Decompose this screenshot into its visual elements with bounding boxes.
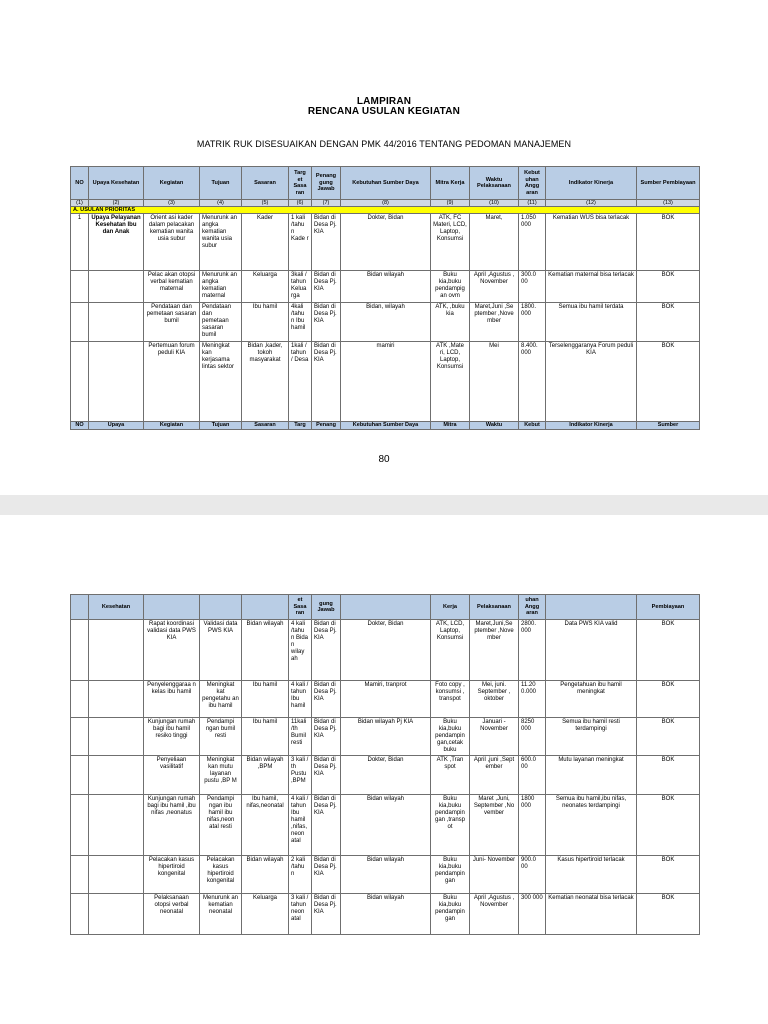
ruk-table-1	[70, 166, 700, 430]
cell-waktu: Maret,Juni,Se ptember ,Nove mber	[470, 620, 519, 681]
cell-waktu: Maret,Juni ,Se ptember ,Nove mber	[470, 303, 519, 342]
cell-mitra: Buku kia,buku pendampin gan,cetak buku	[431, 718, 470, 756]
cell-mitra: ATK ,Mate ri, LCD, Laptop, Konsumsi	[431, 342, 470, 422]
cell-waktu: Maret ,Juni, September ,No vember	[470, 795, 519, 856]
doc-title-secondary: RENCANA USULAN KEGIATAN	[307, 106, 461, 117]
cell-tujuan: Menurunk an angka kematian maternal	[200, 271, 242, 303]
cell-kegiatan: Kunjungan rumah bagi ibu hamil ,ibu nifas ,neonatus	[144, 795, 200, 856]
cell-kegiatan: Penyeliaan vasilitatif	[144, 756, 200, 795]
cell-kegiatan: Pelacakan kasus hipertiroid kongenital	[144, 856, 200, 894]
cell-sasaran: Bidan wilayah	[242, 620, 289, 681]
table-row	[71, 214, 700, 271]
header-cell: Kegiatan	[144, 167, 200, 200]
table-row	[71, 795, 700, 856]
cell-target: 4 kali / tahun Ibu hamil	[289, 681, 312, 718]
cell-anggaran: 900.0 00	[519, 856, 546, 894]
cell-indikator: Semua ibu hamil resti terdampingi	[546, 718, 637, 756]
cell-sasaran: Bidan wilayah ,BPM	[242, 756, 289, 795]
footer-cell: NO	[71, 422, 89, 430]
cell-sumber-daya: Mamiri, tranprot	[341, 681, 431, 718]
cell-no: 1	[71, 214, 89, 271]
footer-cell: Targ	[289, 422, 312, 430]
col-number: (9)	[431, 200, 470, 207]
col-number: (5)	[242, 200, 289, 207]
header-cell	[546, 595, 637, 620]
cell-sumber-daya: Dokter, Bidan	[341, 214, 431, 271]
header-cell: Indikator Kinerja	[546, 167, 637, 200]
doc-title: LAMPIRAN	[356, 96, 412, 107]
cell-mitra: Buku kia,buku pendampin gan ,transp ot	[431, 795, 470, 856]
header-cell: Sasaran	[242, 167, 289, 200]
cell-sasaran: Kader	[242, 214, 289, 271]
cell-target: 3kali / tahun Kelua rga	[289, 271, 312, 303]
footer-cell: Waktu	[470, 422, 519, 430]
cell-kegiatan: Pelaksanaan otopsi verbal neonatal	[144, 894, 200, 935]
header-cell: Waktu Pelaksanaan	[470, 167, 519, 200]
cell-no	[71, 342, 89, 422]
header-cell: uhan Angg aran	[519, 595, 546, 620]
footer-cell: Kegiatan	[144, 422, 200, 430]
cell-indikator: Kematian maternal bisa terlacak	[546, 271, 637, 303]
table-row	[71, 620, 700, 681]
cell-sumber: BOK	[637, 894, 700, 935]
header-cell: et Sasa ran	[289, 595, 312, 620]
cell-waktu: April ,Agustus , November	[470, 894, 519, 935]
header-cell	[341, 595, 431, 620]
cell-mitra: Buku kia,buku pendampin gan	[431, 856, 470, 894]
cell-anggaran: 8.400. 000	[519, 342, 546, 422]
cell-anggaran: 11.20 0.000	[519, 681, 546, 718]
table-header-row	[71, 595, 700, 620]
header-cell: Pembiayaan	[637, 595, 700, 620]
col-number: (11)	[519, 200, 546, 207]
cell-anggaran: 1800. 000	[519, 303, 546, 342]
cell-sumber-daya: Bidan wilayah	[341, 795, 431, 856]
col-number: (8)	[341, 200, 431, 207]
cell-indikator: Semua ibu hamil terdata	[546, 303, 637, 342]
cell-kegiatan: Kunjungan rumah bagi ibu hamil resiko tinggi	[144, 718, 200, 756]
col-number: (1)	[71, 200, 89, 207]
col-number: (2)	[89, 200, 144, 207]
footer-cell: Sumber	[637, 422, 700, 430]
section-row	[71, 207, 700, 214]
ruk-table-2	[70, 594, 700, 935]
footer-cell: Sasaran	[242, 422, 289, 430]
cell-tujuan: Pendampi ngan ibu hamil ibu nifas,neon atal resti	[200, 795, 242, 856]
cell-mitra: Foto copy , konsumsi , transpot	[431, 681, 470, 718]
cell-sumber-daya: Bidan wilayah	[341, 856, 431, 894]
cell-sumber: BOK	[637, 214, 700, 271]
cell-sasaran: Bidan ,kader, tokoh masyarakat	[242, 342, 289, 422]
cell-target: 1kali / tahun / Desa	[289, 342, 312, 422]
cell-sumber-daya: Bidan, wilayah	[341, 303, 431, 342]
cell-sasaran: Ibu hamil	[242, 303, 289, 342]
cell-upaya	[89, 342, 144, 422]
cell-kegiatan: Orient asi kader dalam pelacakan kematian wanita usia subur	[144, 214, 200, 271]
cell-anggaran: 1800 000	[519, 795, 546, 856]
column-number-row	[71, 200, 700, 207]
footer-cell: Mitra	[431, 422, 470, 430]
cell-anggaran: 8250 000	[519, 718, 546, 756]
cell-tujuan: Pendataan dan pemetaan sasaran bumil	[200, 303, 242, 342]
section-label: A. USULAN PRIORITAS	[71, 207, 700, 214]
header-cell: Upaya Kesehatan	[89, 167, 144, 200]
table-row	[71, 894, 700, 935]
cell-mitra: Buku kia,buku pendampin gan	[431, 894, 470, 935]
cell-target: 4 kali / tahun Ibu hamil ,nifas, neon atal	[289, 795, 312, 856]
table-row	[71, 342, 700, 422]
header-cell: Tujuan	[200, 167, 242, 200]
cell-indikator: Kematian neonatal bisa terlacak	[546, 894, 637, 935]
cell-pj: Bidan di Desa Pj. KIA	[312, 214, 341, 271]
footer-cell: Indikator Kinerja	[546, 422, 637, 430]
cell-sumber: BOK	[637, 681, 700, 718]
header-cell: Kesehatan	[89, 595, 144, 620]
cell-anggaran: 600.0 00	[519, 756, 546, 795]
cell-sumber-daya: mamiri	[341, 342, 431, 422]
page-separator	[0, 495, 768, 515]
cell-upaya	[89, 271, 144, 303]
cell-sumber-daya: Bidan wilayah	[341, 271, 431, 303]
cell-pj: Bidan di Desa Pj. KIA	[312, 718, 341, 756]
cell-tujuan: Meningkat kat pengetahu an ibu hamil	[200, 681, 242, 718]
cell-tujuan: Pelacakan kasus hipertiroid kongenital	[200, 856, 242, 894]
header-cell: Mitra Kerja	[431, 167, 470, 200]
table-row	[71, 303, 700, 342]
cell-target: 2 kali /tahu n	[289, 856, 312, 894]
cell-anggaran: 300 000	[519, 894, 546, 935]
cell-kegiatan: Pelac akan otopsi verbal kematian maternal	[144, 271, 200, 303]
cell-mitra: ATK, ,buku kia	[431, 303, 470, 342]
cell-anggaran: 2800. 000	[519, 620, 546, 681]
cell-mitra: ATK, FC Materi, LCD, Laptop, Konsumsi	[431, 214, 470, 271]
cell-sumber: BOK	[637, 303, 700, 342]
cell-target: 11kali /th Bumil resti	[289, 718, 312, 756]
cell-upaya	[89, 303, 144, 342]
cell-mitra: ATK ,Tran spot	[431, 756, 470, 795]
cell-sumber-daya: Dokter, Bidan	[341, 620, 431, 681]
cell-tujuan: Menurunk an angka kematian wanita usia subur	[200, 214, 242, 271]
doc-subtitle: MATRIK RUK DISESUAIKAN DENGAN PMK 44/2016 TENTANG PEDOMAN MANAJEMEN	[196, 139, 572, 149]
cell-sumber: BOK	[637, 271, 700, 303]
cell-pj: Bidan di Desa Pj. KIA	[312, 271, 341, 303]
header-cell: Kebutuhan Sumber Daya	[341, 167, 431, 200]
page-number: 80	[378, 454, 390, 465]
cell-target: 3 kali / th Pustu ,BPM	[289, 756, 312, 795]
header-cell	[200, 595, 242, 620]
cell-no	[71, 271, 89, 303]
cell-tujuan: Menurunk an kematian neonatal	[200, 894, 242, 935]
cell-pj: Bidan di Desa Pj. KIA	[312, 342, 341, 422]
cell-sasaran: Ibu hamil	[242, 681, 289, 718]
col-number: (6)	[289, 200, 312, 207]
cell-tujuan: Validasi data PWS KIA	[200, 620, 242, 681]
cell-tujuan: Pendampi ngan bumil resti	[200, 718, 242, 756]
header-cell: gung Jawab	[312, 595, 341, 620]
cell-pj: Bidan di Desa Pj. KIA	[312, 894, 341, 935]
header-cell: Targ et Sasa ran	[289, 167, 312, 200]
header-cell: Kerja	[431, 595, 470, 620]
cell-sasaran: Ibu hamil, nifas,neonatal	[242, 795, 289, 856]
cell-pj: Bidan di Desa Pj. KIA	[312, 795, 341, 856]
cell-tujuan: Meningkat kan kerjasama lintas sektor	[200, 342, 242, 422]
cell-kegiatan: Pendataan dan pemetaan sasaran bumil	[144, 303, 200, 342]
footer-cell: Penang	[312, 422, 341, 430]
cell-sasaran: Bidan wilayah	[242, 856, 289, 894]
cell-waktu: April ,Agustus , November	[470, 271, 519, 303]
cell-sasaran: Ibu hamil	[242, 718, 289, 756]
col-number: (10)	[470, 200, 519, 207]
cell-sumber-daya: Dokter, Bidan	[341, 756, 431, 795]
table-row	[71, 718, 700, 756]
header-cell	[242, 595, 289, 620]
col-number: (12)	[546, 200, 637, 207]
header-cell	[71, 595, 89, 620]
cell-kegiatan: Penyelenggaraa n kelas ibu hamil	[144, 681, 200, 718]
footer-cell: Kebutuhan Sumber Daya	[341, 422, 431, 430]
cell-target: 4kali /tahu n Ibu hamil	[289, 303, 312, 342]
table-row	[71, 756, 700, 795]
col-number: (13)	[637, 200, 700, 207]
cell-sumber: BOK	[637, 856, 700, 894]
cell-sumber: BOK	[637, 342, 700, 422]
cell-indikator: Data PWS KIA valid	[546, 620, 637, 681]
cell-sumber: BOK	[637, 620, 700, 681]
cell-waktu: Januari - November	[470, 718, 519, 756]
cell-mitra: Buku kia,buku pendampig an ovm	[431, 271, 470, 303]
cell-pj: Bidan di Desa Pj. KIA	[312, 620, 341, 681]
header-cell: Penang gung Jawab	[312, 167, 341, 200]
footer-cell: Kebut	[519, 422, 546, 430]
col-number: (4)	[200, 200, 242, 207]
header-cell: NO	[71, 167, 89, 200]
cell-target: 1 kali /tahu n Kade r	[289, 214, 312, 271]
cell-waktu: Maret,	[470, 214, 519, 271]
cell-pj: Bidan di Desa Pj. KIA	[312, 856, 341, 894]
cell-sasaran: Keluarga	[242, 271, 289, 303]
table-footer-row	[71, 422, 700, 430]
header-cell: Kebut uhan Angg aran	[519, 167, 546, 200]
footer-cell: Upaya	[89, 422, 144, 430]
footer-cell: Tujuan	[200, 422, 242, 430]
header-cell: Pelaksanaan	[470, 595, 519, 620]
cell-waktu: Mei, juni. September , oktober	[470, 681, 519, 718]
table-row	[71, 271, 700, 303]
document-page-top	[0, 0, 768, 495]
table-header-row	[71, 167, 700, 200]
cell-indikator: Mutu layanan meningkat	[546, 756, 637, 795]
cell-sumber: BOK	[637, 795, 700, 856]
cell-pj: Bidan di Desa Pj. KIA	[312, 303, 341, 342]
col-number: (3)	[144, 200, 200, 207]
cell-no	[71, 303, 89, 342]
cell-sumber: BOK	[637, 718, 700, 756]
cell-pj: Bidan di Desa Pj. KIA	[312, 681, 341, 718]
table-row	[71, 681, 700, 718]
cell-waktu: April ,juni ,Sept ember	[470, 756, 519, 795]
cell-anggaran: 1.050 000	[519, 214, 546, 271]
header-cell: Sumber Pembiayaan	[637, 167, 700, 200]
cell-kegiatan: Rapat koordinasi validasi data PWS KIA	[144, 620, 200, 681]
cell-sumber-daya: Bidan wilayah Pj KIA	[341, 718, 431, 756]
cell-kegiatan: Pertemuan forum peduli KIA	[144, 342, 200, 422]
cell-waktu: Mei	[470, 342, 519, 422]
cell-tujuan: Meningkat kan mutu layanan pustu ,BP M	[200, 756, 242, 795]
cell-target: 4 kali /tahu n Bida n wilay ah	[289, 620, 312, 681]
header-cell	[144, 595, 200, 620]
cell-mitra: ATK, LCD, Laptop, Konsumsi	[431, 620, 470, 681]
cell-indikator: Terselenggaranya Forum peduli KIA	[546, 342, 637, 422]
cell-target: 3 kali / tahun neon atal	[289, 894, 312, 935]
table-row	[71, 856, 700, 894]
cell-indikator: Kematian WUS bisa terlacak	[546, 214, 637, 271]
cell-indikator: Pengetahuan ibu hamil meningkat	[546, 681, 637, 718]
cell-indikator: Semua ibu hamil,ibu nifas, neonates terdampingi	[546, 795, 637, 856]
col-number: (7)	[312, 200, 341, 207]
cell-pj: Bidan di Desa Pj. KIA	[312, 756, 341, 795]
cell-sumber: BOK	[637, 756, 700, 795]
cell-anggaran: 300.0 00	[519, 271, 546, 303]
cell-sasaran: Keluarga	[242, 894, 289, 935]
cell-sumber-daya: Bidan wilayah	[341, 894, 431, 935]
cell-upaya: Upaya Pelayanan Kesehatan Ibu dan Anak	[89, 214, 144, 271]
cell-waktu: Juni- November	[470, 856, 519, 894]
cell-indikator: Kasus hipertiroid terlacak	[546, 856, 637, 894]
